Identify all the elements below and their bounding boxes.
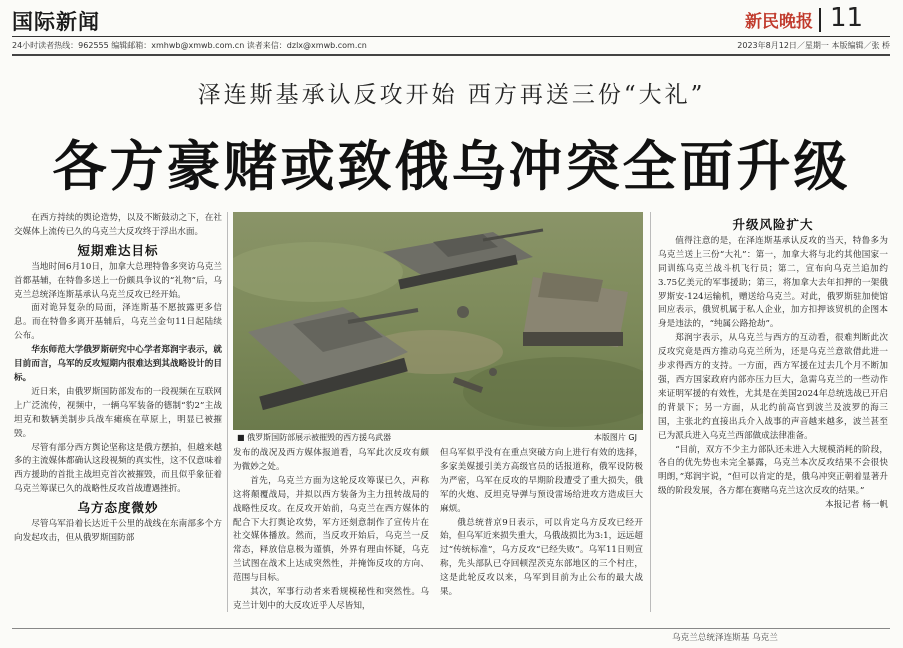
battlefield-photo-image: [233, 212, 643, 430]
paragraph: 郑润宇表示，从乌克兰与西方的互动看，很难判断此次反攻究竟是西方推动乌克兰所为，还是乌克兰意欲借此进一步求得西方的支持。一方面，西方军援在过去几个月不断加强，西方国家政府内部亦压力巨大，急需乌克兰的一些动作来证明军援的有效性，尤其是在美国2024年总统选战已开启的背景下；另一方面，从北约前高官到波兰及波罗的海三国，主张北约直接出兵介入战事的声音越来越多，波兰甚至已为派兵进入乌克兰西部做成法律准备。: [658, 333, 888, 441]
article-column-3: [440, 447, 643, 622]
paragraph: 面对诡异复杂的局面，泽连斯基不愿披露更多信息。而在特鲁多离开基辅后，乌克兰金句11日起陆续公布。: [14, 303, 222, 342]
article-headline: 各方豪赌或致俄乌冲突全面升级: [52, 135, 851, 198]
paragraph: 但乌军似乎没有在重点突破方向上进行有效的选择，多家美媒援引美方高级官员的话报道称，俄军设防极为严密，乌军在反攻的早期阶段遭受了重大损失，俄军的火炮、反坦克导弹与预设雷场给进攻方造成巨大麻烦。: [440, 448, 643, 514]
paragraph: 发布的战况及西方媒体报道看，乌军此次反攻有颇为微妙之处。: [233, 448, 429, 472]
paragraph: 首先，乌克兰方面为这轮反攻筹谋已久，声称这将颠覆战局，并拟以西方装备为主力扭转战局的战略性反攻。在反攻开始前，乌克兰在西方媒体的配合下大打舆论攻势，军方还刻意制作了宣传片在社交媒体播放。然而，当反攻开始后，乌克兰一反常态，释放信息极为谨慎，外界有理由怀疑，乌克兰试图在战术上达成突然性，并掩饰反攻的方向、范围与目标。: [233, 475, 429, 584]
page-number: 11: [830, 3, 864, 33]
article-column-4: [658, 214, 888, 624]
photo-caption: ■ 俄罗斯国防部展示被摧毁的西方援乌武器: [237, 433, 392, 442]
footer-rule: [12, 628, 890, 629]
article-column-2: [233, 447, 429, 622]
column-divider: [227, 212, 228, 612]
paragraph: 俄总统普京9日表示，可以肯定乌方反攻已经开始，但乌军近来损失重大，乌俄战损比为3:1，远远超过“传统标准”，乌方反攻“已经失败”。乌军11日则宣称，先头部队已夺回顿涅茨克东部地区的三个村庄，这是此轮反攻以来，乌军到目前为止公布的最大战果。: [440, 517, 643, 598]
paragraph: 值得注意的是，在泽连斯基承认反攻的当天，特鲁多为乌克兰送上三份“大礼”：第一，加拿大将与北约其他国家一同训练乌克兰战斗机飞行员；第二，宣布向乌克兰追加约3.75亿美元的军事援助；第三，将加拿大去年扣押的一架俄罗斯安-124运输机，赠送给乌克兰。对此，俄罗斯驻加使馆回应表示，俄贸机属于私人企业，加方扣押该贸机的企图本身是违法的，“纯属公路抢劫”。: [658, 235, 888, 330]
paper-name: 新民晚报: [745, 12, 813, 32]
article-column-1: [14, 212, 222, 622]
paragraph: 华东师范大学俄罗斯研究中心学者郑润宇表示，就目前而言，乌军的反攻短期内很难达到其战略设计的目标。: [14, 345, 222, 383]
subheading-escalation-risk: 升级风险扩大: [732, 217, 814, 232]
subheading-ukraine-attitude: 乌方态度微妙: [77, 500, 159, 516]
masthead-rule-bottom: [12, 54, 890, 56]
column-divider: [650, 212, 651, 612]
battlefield-photo: [233, 212, 643, 430]
hotline-info: 24小时读者热线：962555 编辑邮箱：xmhwb@xmwb.com.cn 读者来信：dzlx@xmwb.com.cn: [12, 41, 367, 50]
cutoff-text: 乌克兰总统泽连斯基 乌克兰: [672, 633, 778, 643]
masthead-divider: [819, 8, 821, 32]
byline: 本报记者 杨一帆: [825, 500, 888, 511]
subheading-short-term: 短期难达目标: [77, 242, 159, 258]
paragraph: 近日来，由俄罗斯国防部发布的一段视频在互联网上广泛流传，视频中，一辆乌军装备的德制“豹2”主战坦克和数辆美制步兵战车瘫痪在草原上，明显已被摧毁。: [14, 386, 222, 439]
dateline: 2023年8月12日／星期一 本版编辑／张 桥: [737, 41, 890, 50]
photo-credit: 本版图片 GJ: [593, 433, 637, 442]
paragraph: 尽管有部分西方舆论坚称这是俄方摆拍，但越来越多的主流媒体都确认这段视频的真实性，这不仅意味着西方援助的首批主战坦克首次被摧毁，而且似乎象征着乌克兰筹谋已久的战略性反攻首战遭遇挫折。: [14, 442, 222, 495]
section-title: 国际新闻: [12, 10, 100, 34]
paragraph: 当地时间6月10日，加拿大总理特鲁多突访乌克兰首都基辅，在特鲁多送上一份颇具争议的“礼物”后，乌克兰总统泽连斯基承认乌克兰反攻已经开始。: [14, 261, 222, 300]
article-intro: 在西方持续的舆论造势，以及不断鼓动之下，在社交媒体上流传已久的乌克兰大反攻终于浮出水面。: [14, 213, 222, 237]
paragraph: 尽管乌军沿着长达近千公里的战线在东南部多个方向发起攻击，但从俄罗斯国防部: [14, 519, 222, 543]
photo-caption-bar: [233, 431, 643, 445]
paragraph: “目前，双方不少主力部队还未进入大规模消耗的阶段，各自的优先势也未完全暴露，乌克兰本次反攻结果不会很快明朗，”郑润宇说，“但可以肯定的是，俄乌冲突正朝着显著升级的阶段发展，各方都在赛赌乌克兰这次反攻的结果。”: [658, 444, 888, 497]
article-subhead: 泽连斯基承认反攻开始 西方再送三份“大礼”: [197, 82, 706, 108]
masthead-rule: [12, 36, 890, 37]
paragraph: 其次，军事行动者来看规模秘性和突然性。乌克兰计划中的大反攻近乎人尽皆知，: [233, 587, 429, 611]
